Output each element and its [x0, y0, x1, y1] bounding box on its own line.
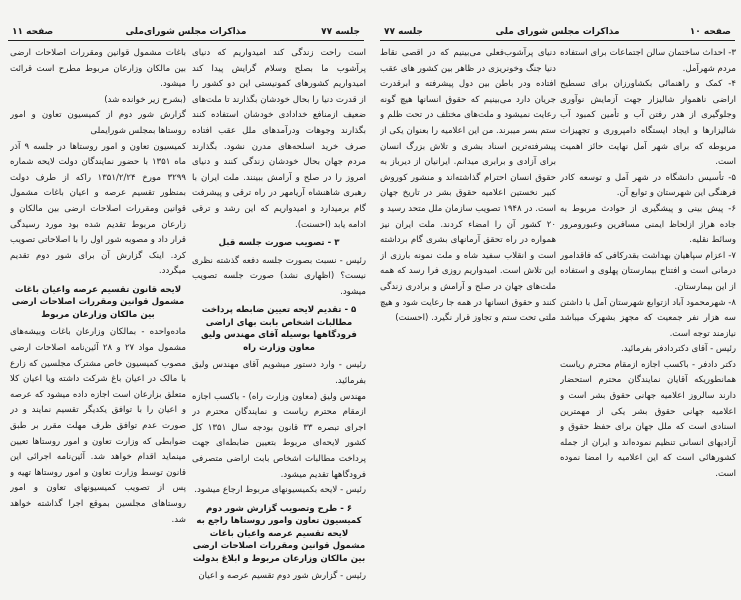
paragraph: دنیای پرآشوب‌فعلی می‌بینیم که در اقصی نقاط دنیا جنگ وخونریزی در ظاهر بین کشور های عقب افتاده ودر باطن بین دول پیشرفته و ابرقدرت جریان دارد می‌بینیم که حقوق انسانها هیچ گونه رعایت نمیشود و ملت‌های مختلف در تحت ظلم و ستم بسر میبرند. من این اعلامیه را بعنوان یکی از پیشرفته‌ترین اسناد بشری و تلاش بزرگ انسان برای آزادی و برابری میدانم. ایرانیان از دیرباز به حقوق انسان احترام گذاشته‌اند و منشور کوروش کبیر نخستین اعلامیه حقوق بشر در تاریخ جهان است. در ۱۹۴۸ تصویب سازمان ملل متحد رسید و ۲۰ کشور آن را امضاء کردند. ملت ایران نیز همواره در راه تحقق آرمانهای بشری گام برداشته است و انقلاب سفید شاه و ملت نمونه بارزی از این تلاش است. امیدواریم روزی فرا رسد که همه ملت‌های جهان در صلح و آرامش و برادری زندگی کنند و حقوق انسانها در همه جا رعایت شود و هیچ ملتی تحت ستم و تجاوز قرار نگیرد. (احسنت): [380, 48, 556, 324]
paragraph: رئیس - لایحه بکمیسیونهای مربوط ارجاع میشود.: [194, 485, 366, 496]
paragraph: ۴- کمک و راهنمائی بکشاورزان برای تسطیح اراضی ناهموار شالیزار جهت آزمایش نوآوری وجلوگیری از هدر رفتن آب و تأمین کمبود آب شالیزارها و ایجاد ایستگاه دامپروری و تجهیزات مربوطه که برای شهر آمل نهایت حائز اهمیت است.: [560, 79, 736, 168]
paragraph: است راحت زندگی کند امیدواریم که دنیای پرآشوب ما بصلح وسلام گرایش پیدا کند امیدواریم کشورهای کمونیستی این دو کشور را از قدرت دنیا را بحال خودشان بگذارند تا ملت‌های ضعیف ازمنافع خدادادی خودشان استفاده کنند بگذارند وجوهات ودرآمدهای ملل عقب افتاده صرف خرید اسلحه‌های مدرن نشود. بگذارند مردم جهان بحال خودشان زندگی کنند و دنیای امروز را در صلح و آرامش ببینند. ملت ایران با رهبری شاهنشاه آریامهر در راه ترقی و پیشرفت گام برمیدارد و امیدواریم که این رشد و ترقی ادامه یابد (احسنت).: [192, 48, 366, 230]
page-number: صفحه ۱۰: [689, 27, 731, 37]
session-number: جلسه ۷۷: [321, 27, 360, 37]
paragraph: باغات مشمول قوانین ومقررات اصلاحات ارضی بین مالکان وزارعان مربوط مطرح است قرائت میشود.: [10, 48, 186, 90]
paragraph: رئیس - وارد دستور میشویم آقای مهندس ولیق بفرمائید.: [192, 360, 366, 386]
paragraph: (بشرح زیر خوانده شد): [104, 94, 186, 105]
text-column-left: [380, 46, 556, 598]
paragraph: ۳- احداث ساختمان سالن اجتماعات برای استفاده مردم شهرآمل.: [560, 48, 736, 74]
paragraph: ۷- اعزام سپاهیان بهداشت بقدرکافی که فاقدامور درمانی است و افتتاح بیمارستان پهلوی و استفاده از این بیمارستان.: [560, 250, 736, 292]
section-heading: ۵ - تقدیم لایحه تعیین ضابطه پرداخت مطالبات اشخاص بابت بهای اراضی فرودگاهها بوسیله آقای مهندس ولیق معاون وزارت راه: [201, 305, 357, 353]
left-page: [0, 0, 370, 600]
session-number: جلسه ۷۷: [384, 27, 423, 37]
text-column-right: [560, 46, 736, 598]
section-heading: ۳ - تصویب صورت جلسه قبل: [218, 238, 340, 249]
paragraph: مهندس ولیق (معاون وزارت راه) - باکسب اجازه ازمقام محترم ریاست و نمایندگان محترم در اجرای تبصره ۳۳ قانون بودجه سال ۱۳۵۱ کل کشور لایحه‌ای مربوط بتعیین ضابطه‌ای جهت پرداخت مطالبات اشخاص بابت اراضی متصرفی فرودگاهها تقدیم میشود.: [192, 391, 366, 480]
paragraph: ماده‌واحده - بمالکان وزارعان باغات وبیشه‌های مشمول مواد ۲۷ و ۲۸ آئین‌نامه اصلاحات ارضی مصوب کمیسیون خاص مشترک مجلسین که زارع با مالک در اعیان باغ شرکت داشته ویا اعیان کلا متعلق بزارعان است اجازه داده میشود که عرصه و اعیان را با توافق یکدیگر تقسیم نمایند و در صورت عدم توافق ظرف مهلت مقرر بر طبق ضوابطی که وزارت تعاون و امور روستاها تعیین مینماید اقدام خواهد شد. آئین‌نامه اجرائی این قانون توسط وزارت تعاون و امور روستاها تهیه و پس از تصویب کمیسیونهای تعاون و امور روستاهای مجلسین بموقع اجرا گذاشته خواهد شد.: [10, 327, 186, 525]
paragraph: ۸- شهرمحمود آباد ازتوابع شهرستان آمل با داشتن سه هزار نفر جمعیت که مجهز بشهرک میباشد نیازمند توجه است.: [560, 297, 736, 339]
paragraph: رئیس - آقای دکتردادفر بفرمائید.: [620, 344, 736, 355]
section-heading: لایحه قانون تقسیم عرصه واعیان باغات مشمول قوانین ومقررات اصلاحات ارضی بین مالکان وزارعان مربوط: [11, 284, 185, 320]
paragraph: دکتر دادفر - باکسب اجازه ازمقام محترم ریاست همانطوریکه آقایان نمایندگان محترم استحضار دارند سالروز اعلامیه جهانی حقوق بشر است و اعلامیه جهانی حقوق بشر یکی از مهمترین اسنادی است که ملل جهان برای حفظ حقوق و آزادیهای انسانی تنظیم نموده‌اند و ایران از جمله کشورهائی است که این اعلامیه را امضا نموده است.: [560, 359, 736, 480]
paragraph: ۶- پیش بینی و پیشگیری از حوادث مربوط به جاده هراز ازلحاظ ایمنی مسافرین وعبورومرور وسائط نقلیه.: [560, 203, 736, 246]
paragraph: رئیس - نسبت بصورت جلسه دفعه گذشته نظری نیست؟ (اظهاری نشد) صورت جلسه تصویب میشود.: [192, 255, 366, 297]
running-header: [8, 26, 364, 41]
text-column-left: [10, 46, 186, 598]
page-number: صفحه ۱۱: [12, 27, 54, 37]
paragraph: گزارش شور دوم از کمیسیون تعاون و امور روستاها بمجلس شورایملی: [10, 110, 186, 136]
paragraph: ۵- تأسیس دانشگاه در شهر آمل و توسعه کادر فرهنگی این شهرستان و توابع آن.: [560, 172, 736, 199]
text-column-right: [192, 46, 366, 598]
publication-title: مذاکرات مجلس شورای ملی: [495, 27, 620, 37]
paragraph: کمیسیون تعاون و امور روستاها در جلسه ۹ آذر ماه ۱۳۵۱ با حضور نمایندگان دولت لایحه شماره ۳۲۹۹ مورخ ۱۳۵۱/۲/۲۴ راکه از طرف دولت بمنظور تقسیم عرصه و اعیان باغات مشمول قوانین ومقررات اصلاحات ارضی بین مالکان و زارعان مربوط تقدیم شده بود مورد رسیدگی قرار داد و مصوبه شور اول را با اصلاحاتی تصویب کرد. اینک گزارش آن برای شور دوم تقدیم میگردد.: [10, 141, 186, 277]
section-heading: ۶ - طرح وتصویب گزارش شور دوم کمیسیون تعاون وامور روستاها راجع به لایحه تقسیم عرصه واعیان باغات مشمول قوانین ومقررات اصلاحات ارضی بین مالکان وزارعان مربوط و ابلاغ بدولت: [192, 503, 366, 564]
publication-title: مذاکرات مجلس شورای‌ملی: [125, 27, 247, 37]
running-header: [380, 26, 735, 41]
right-page: [372, 0, 741, 600]
paragraph: رئیس - گزارش شور دوم تقسیم عرصه و اعیان: [198, 571, 366, 582]
